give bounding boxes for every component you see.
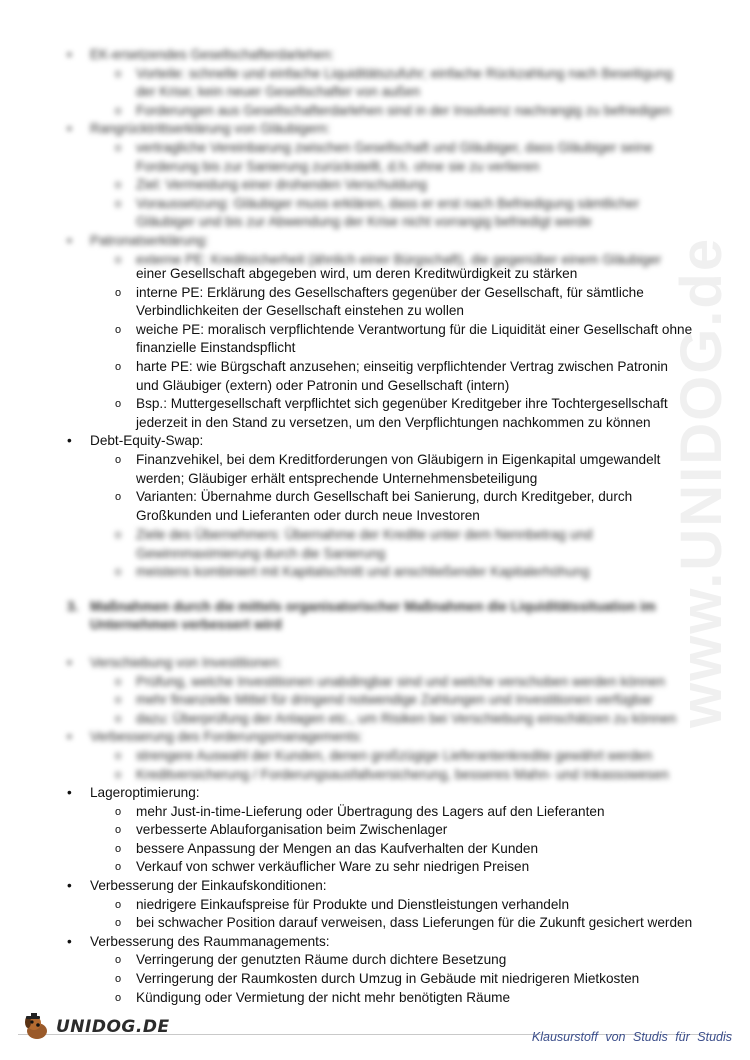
bullet-dot: • bbox=[67, 121, 72, 137]
sub-list-item-continuation: Verbindlichkeiten der Gesellschaft einstehen zu wollen bbox=[136, 303, 464, 319]
sub-list-item-continuation: Gewinnmaximierung durch die Sanierung bbox=[136, 545, 386, 561]
bullet-circle: o bbox=[115, 768, 122, 781]
bullet-circle: o bbox=[115, 824, 122, 837]
sub-list-item-continuation: einer Gesellschaft abgegeben wird, um deren Kreditwürdigkeit zu stärken bbox=[136, 266, 578, 281]
bullet-circle: o bbox=[115, 750, 122, 762]
bullet-circle: o bbox=[115, 917, 122, 930]
sub-list-item: Verringerung der Raumkosten durch Umzug in Gebäude mit niedrigeren Mietkosten bbox=[136, 971, 640, 986]
bullet-circle: o bbox=[115, 361, 122, 373]
bullet-circle: o bbox=[115, 286, 122, 299]
bullet-circle: o bbox=[115, 197, 122, 210]
logo-wordmark: UNIDOG.DE bbox=[56, 1017, 170, 1037]
sub-list-item: bei schwacher Position darauf verweisen, dass Lieferungen für die Zukunft gesichert werden bbox=[136, 915, 693, 931]
sub-list-item-continuation: jederzeit in den Stand zu versetzen, um den Verpflichtungen nachkommen zu können bbox=[136, 414, 651, 430]
dog-mascot-icon bbox=[22, 1012, 52, 1042]
bullet-dot: • bbox=[67, 433, 72, 449]
sub-list-item-continuation: und Gläubiger (extern) oder Patronin und Gesellschaft (intern) bbox=[136, 377, 510, 393]
bullet-dot: • bbox=[67, 729, 72, 745]
watermark: www.UNIDOG.de bbox=[669, 236, 734, 728]
sub-list-item-continuation: der Krise; kein neuer Gesellschafter von außen bbox=[136, 84, 421, 100]
bullet-circle: o bbox=[115, 675, 122, 688]
bullet-dot: • bbox=[67, 933, 72, 949]
sub-list-item: Kreditversicherung / Forderungsausfallversicherung, besseres Mahn- und Inkassowesen bbox=[136, 766, 669, 782]
sub-list-item-continuation: Forderung bis zur Sanierung zurückstellt, d.h. ohne sie zu verlieren bbox=[136, 158, 540, 174]
sub-list-item: Ziele des Übernehmers: Übernahme der Kredite unter dem Nennbetrag und bbox=[136, 527, 593, 542]
section-title-line-2: Unternehmen verbessert wird bbox=[90, 617, 282, 632]
sub-list-item: verbesserte Ablauforganisation beim Zwischenlager bbox=[136, 822, 448, 838]
sub-list-item: niedrigere Einkaufspreise für Produkte und Dienstleistungen verhandeln bbox=[136, 896, 570, 912]
list-item: Lageroptimierung: bbox=[90, 785, 200, 800]
bullet-dot: • bbox=[67, 47, 72, 62]
sub-list-item: Bsp.: Muttergesellschaft verpflichtet sich gegenüber Kreditgeber ihre Tochtergesellschaft bbox=[136, 396, 668, 412]
sub-list-item: Vorteile: schnelle und einfache Liquiditätszufuhr; einfache Rückzahlung nach Beseitigung bbox=[136, 65, 673, 81]
bullet-circle: o bbox=[115, 566, 122, 579]
list-item: Patronatserklärung: bbox=[90, 233, 209, 248]
sub-list-item: externe PE: Kreditsicherheit (ähnlich einer Bürgschaft), die gegenüber einem Gläubiger bbox=[136, 251, 662, 267]
sub-list-item: dazu: Überprüfung der Anlagen etc., um Risiken bei Verschiebung einschätzen zu können bbox=[136, 710, 677, 726]
bullet-circle: o bbox=[115, 491, 122, 504]
bullet-dot: • bbox=[67, 655, 72, 670]
section-title-line-1: Maßnahmen durch die mittels organisatorischer Maßnahmen die Liquiditätssituation im bbox=[90, 599, 656, 614]
bullet-circle: o bbox=[115, 694, 122, 707]
list-item: Verbesserung der Einkaufskonditionen: bbox=[90, 878, 327, 893]
bullet-circle: o bbox=[115, 805, 122, 818]
sub-list-item: weiche PE: moralisch verpflichtende Verantwortung für die Liquidität einer Gesellschaft ohne bbox=[136, 321, 693, 337]
sub-list-item: Voraussetzung: Gläubiger muss erklären, dass er erst nach Befriedigung sämtlicher bbox=[136, 195, 640, 211]
sub-list-item-continuation: Großkunden und Lieferanten oder durch neue Investoren bbox=[136, 507, 480, 523]
bullet-circle: o bbox=[115, 861, 122, 874]
bullet-dot: • bbox=[67, 878, 72, 893]
sub-list-item: Forderungen aus Gesellschafterdarlehen sind in der Insolvenz nachrangig zu befriedigen bbox=[136, 102, 672, 118]
bullet-circle: o bbox=[115, 67, 122, 80]
bullet-circle: o bbox=[115, 954, 122, 967]
sub-list-item: mehr Just-in-time-Lieferung oder Übertragung des Lagers auf den Lieferanten bbox=[136, 803, 605, 819]
list-item: Rangrücktrittserklärung von Gläubigern: bbox=[90, 121, 331, 137]
list-item: Debt-Equity-Swap: bbox=[90, 433, 204, 449]
bullet-circle: o bbox=[115, 104, 122, 117]
sub-list-item: strengere Auswahl der Kunden, denen großzügige Lieferantenkredite gewährt werden bbox=[136, 748, 653, 763]
bullet-circle: o bbox=[115, 898, 122, 911]
bullet-dot: • bbox=[67, 233, 72, 248]
sub-list-item-continuation: finanzielle Einstandspflicht bbox=[136, 340, 296, 356]
sub-list-item: bessere Anpassung der Mengen an das Kaufverhalten der Kunden bbox=[136, 840, 539, 856]
bullet-dot: • bbox=[67, 785, 72, 800]
bullet-circle: o bbox=[115, 179, 122, 192]
bullet-circle: o bbox=[115, 323, 122, 336]
sub-list-item: Verkauf von schwer verkäuflicher Ware zu sehr niedrigen Preisen bbox=[136, 859, 530, 875]
sub-list-item-continuation: werden; Gläubiger erhält entsprechende Unternehmensbeteiligung bbox=[136, 470, 538, 486]
list-item: EK-ersetzendes Gesellschafterdarlehen: bbox=[90, 47, 335, 62]
sub-list-item: Verringerung der genutzten Räume durch dichtere Besetzung bbox=[136, 952, 507, 968]
sub-list-item: vertragliche Vereinbarung zwischen Gesellschaft und Gläubiger, dass Gläubiger seine bbox=[136, 140, 653, 155]
bullet-circle: o bbox=[115, 973, 122, 985]
sub-list-item: Kündigung oder Vermietung der nicht mehr benötigten Räume bbox=[136, 989, 511, 1005]
sub-list-item: interne PE: Erklärung des Gesellschafters gegenüber der Gesellschaft, für sämtliche bbox=[136, 284, 644, 300]
sub-list-item: Ziel: Vermeidung einer drohenden Verschuldung bbox=[136, 177, 427, 193]
sub-list-item: mehr finanzielle Mittel für dringend notwendige Zahlungen und Investitionen verfügbar bbox=[136, 692, 653, 708]
bullet-circle: o bbox=[115, 454, 122, 466]
unidog-logo[interactable] bbox=[22, 1012, 170, 1042]
list-item: Verbesserung des Forderungsmanagements: bbox=[90, 729, 363, 745]
bullet-circle: o bbox=[115, 842, 122, 855]
list-item: Verschiebung von Investitionen: bbox=[90, 655, 282, 670]
section-number: 3. bbox=[67, 599, 79, 614]
sub-list-item: Finanzvehikel, bei dem Kreditforderungen von Gläubigern in Eigenkapital umgewandelt bbox=[136, 452, 661, 467]
sub-list-item-continuation: Gläubiger und bis zur Abwendung der Krise nicht vorrangig befriedigt werde bbox=[136, 214, 592, 230]
bullet-circle: o bbox=[115, 142, 122, 154]
bullet-circle: o bbox=[115, 398, 122, 411]
bullet-circle: o bbox=[115, 991, 122, 1004]
list-item: Verbesserung des Raummanagements: bbox=[90, 933, 330, 949]
sub-list-item: meistens kombiniert mit Kapitalschnitt und anschließender Kapitalerhöhung bbox=[136, 564, 590, 580]
sub-list-item: Varianten: Übernahme durch Gesellschaft bei Sanierung, durch Kreditgeber, durch bbox=[136, 489, 633, 505]
sub-list-item: harte PE: wie Bürgschaft anzusehen; einseitig verpflichtender Vertrag zwischen Patronin bbox=[136, 359, 668, 374]
bullet-circle: o bbox=[115, 529, 122, 541]
sub-list-item: Prüfung, welche Investitionen unabdingbar sind und welche verschoben werden können bbox=[136, 673, 666, 689]
bullet-circle: o bbox=[115, 253, 122, 266]
footer-slogan: Klausurstoff von Studis für Studis bbox=[531, 1030, 732, 1044]
bullet-circle: o bbox=[115, 712, 122, 725]
